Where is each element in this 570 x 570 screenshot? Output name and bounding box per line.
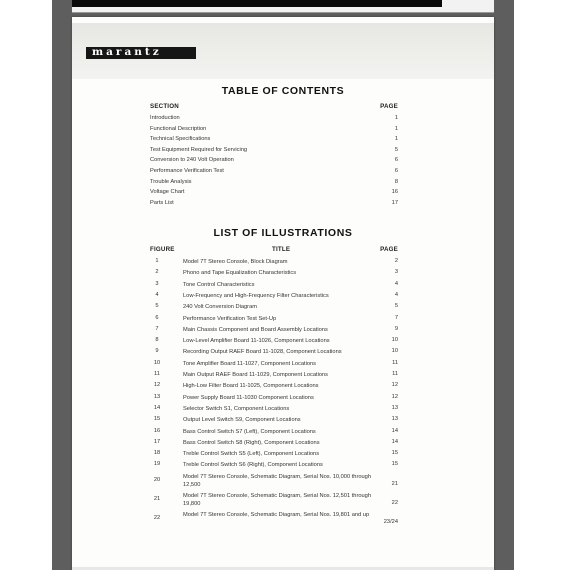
document-page	[72, 17, 494, 570]
title-header: TITLE	[272, 246, 291, 253]
toc-row-page: 1	[394, 115, 398, 121]
illustration-title: Tone Amplifier Board 11-1027, Component Locations	[183, 360, 316, 367]
illustration-figure-number: 12	[153, 382, 161, 389]
illustration-page: 12	[391, 382, 398, 389]
illustration-title: Recording Output RAEF Board 11-1028, Component Locations	[183, 349, 342, 356]
previous-page-black-band	[72, 0, 442, 7]
illustration-page: 4	[394, 280, 398, 287]
illustration-title: Bass Control Switch S8 (Right), Component Locations	[183, 439, 320, 446]
illustration-title: Low-Frequency and High-Frequency Filter Characteristics	[183, 292, 329, 299]
illustration-figure-number: 8	[155, 337, 159, 344]
toc-row-title: Functional Description	[150, 125, 207, 132]
illustration-figure-number: 10	[153, 359, 161, 366]
illustration-figure-number: 5	[155, 303, 159, 310]
illustration-page: 4	[394, 291, 398, 298]
figure-header: FIGURE	[150, 246, 175, 253]
illustration-title: Treble Control Switch S6 (Right), Component Locations	[183, 462, 323, 469]
illustration-title: Treble Control Switch S5 (Left), Component Locations	[183, 451, 320, 458]
illustration-page: 22	[391, 499, 398, 506]
illustration-page: 13	[391, 404, 398, 411]
illustration-title: Tone Control Characteristics	[183, 281, 255, 288]
illustration-page: 14	[391, 438, 398, 445]
illustration-figure-number: 15	[153, 416, 161, 423]
toc-section-header: SECTION	[150, 103, 179, 110]
toc-heading: TABLE OF CONTENTS	[221, 85, 345, 97]
toc-row-page: 5	[394, 146, 398, 153]
illustration-page: 21	[391, 480, 398, 487]
toc-row-page: 6	[394, 157, 398, 164]
illustration-figure-number: 17	[153, 438, 161, 445]
illustration-figure-number: 22	[153, 514, 161, 521]
illustration-figure-number: 19	[153, 461, 161, 468]
illustrations-page-header: PAGE	[380, 246, 398, 253]
illustration-page: 7	[394, 314, 398, 321]
toc-row-title: Conversion to 240 Volt Operation	[150, 157, 234, 164]
illustration-figure-number: 1	[155, 258, 159, 264]
illustration-title: Model 7T Stereo Console, Schematic Diagram, Serial Nos. 12,501 through 19,800	[183, 492, 371, 507]
illustration-page: 12	[391, 393, 398, 400]
illustration-title: Phono and Tape Equalization Characteristics	[183, 270, 297, 277]
toc-row-title: Trouble Analysis	[150, 178, 192, 185]
illustration-page: 9	[394, 325, 398, 332]
illustration-title: Power Supply Board 11-1030 Component Locations	[183, 394, 314, 401]
illustration-figure-number: 16	[153, 427, 161, 434]
toc-row-page: 6	[394, 168, 398, 174]
illustration-figure-number: 20	[153, 476, 161, 483]
illustration-title: 240 Volt Conversion Diagram	[183, 304, 257, 311]
toc-row-title: Voltage Chart	[150, 189, 185, 196]
previous-page-edge	[72, 0, 494, 13]
illustration-page: 11	[392, 359, 398, 366]
toc-row-page: 1	[394, 136, 398, 143]
illustration-title: Main Chassis Component and Board Assembly Locations	[183, 326, 328, 333]
illustration-figure-number: 2	[155, 269, 159, 276]
toc-row-title: Parts List	[150, 199, 174, 206]
illustration-figure-number: 21	[153, 495, 161, 502]
toc-row-page: 16	[391, 189, 398, 196]
illustration-page: 10	[391, 348, 398, 355]
brand-logo-text: marantz	[92, 46, 162, 58]
illustration-title: Selector Switch S1, Component Locations	[183, 405, 290, 412]
illustrations-heading: LIST OF ILLUSTRATIONS	[213, 227, 353, 239]
toc-row-title: Test Equipment Required for Servicing	[150, 146, 248, 153]
illustration-figure-number: 14	[153, 404, 161, 411]
illustration-title: Model 7T Stereo Console, Block Diagram	[183, 259, 288, 265]
illustration-title: Low-Level Amplifier Board 11-1026, Component Locations	[183, 338, 330, 345]
illustration-page: 15	[391, 461, 398, 468]
illustration-page: 13	[391, 416, 398, 423]
illustration-figure-number: 3	[155, 280, 159, 287]
illustration-page: 14	[391, 427, 398, 434]
illustration-figure-number: 11	[154, 371, 160, 377]
illustration-page: 11	[392, 371, 398, 377]
toc-row-page: 1	[394, 125, 398, 132]
illustration-figure-number: 9	[155, 348, 159, 355]
illustration-page: 10	[391, 337, 398, 344]
toc-row-page: 17	[391, 199, 398, 206]
illustration-title: Main Output RAEF Board 11-1029, Component Locations	[183, 372, 329, 378]
illustration-page: 3	[394, 269, 398, 276]
illustration-figure-number: 13	[153, 393, 161, 400]
toc-row-title: Technical Specifications	[150, 136, 211, 143]
illustration-title: Performance Verification Test Set-Up	[183, 315, 277, 322]
illustration-page: 23/24	[383, 518, 398, 525]
illustration-page: 5	[394, 303, 398, 310]
illustration-title: Bass Control Switch S7 (Left), Component Locations	[183, 428, 316, 435]
toc-row-page: 8	[394, 178, 398, 185]
illustration-title: Model 7T Stereo Console, Schematic Diagram, Serial Nos. 19,801 and up	[183, 511, 370, 518]
illustration-figure-number: 18	[153, 450, 161, 457]
toc-row-title: Introduction	[150, 115, 180, 121]
illustration-title: Output Level Switch S9, Component Locations	[183, 417, 301, 424]
toc-page-header: PAGE	[380, 103, 398, 110]
illustration-page: 15	[391, 450, 398, 457]
toc-row-title: Performance Verification Test	[150, 168, 224, 174]
illustration-figure-number: 7	[155, 325, 159, 332]
illustration-title: High-Low Filter Board 11-1025, Component Locations	[183, 383, 319, 390]
illustration-title: Model 7T Stereo Console, Schematic Diagram, Serial Nos. 10,000 through 12,500	[183, 473, 371, 488]
illustration-figure-number: 6	[155, 314, 159, 321]
illustration-page: 2	[394, 258, 398, 264]
illustration-figure-number: 4	[155, 291, 159, 298]
